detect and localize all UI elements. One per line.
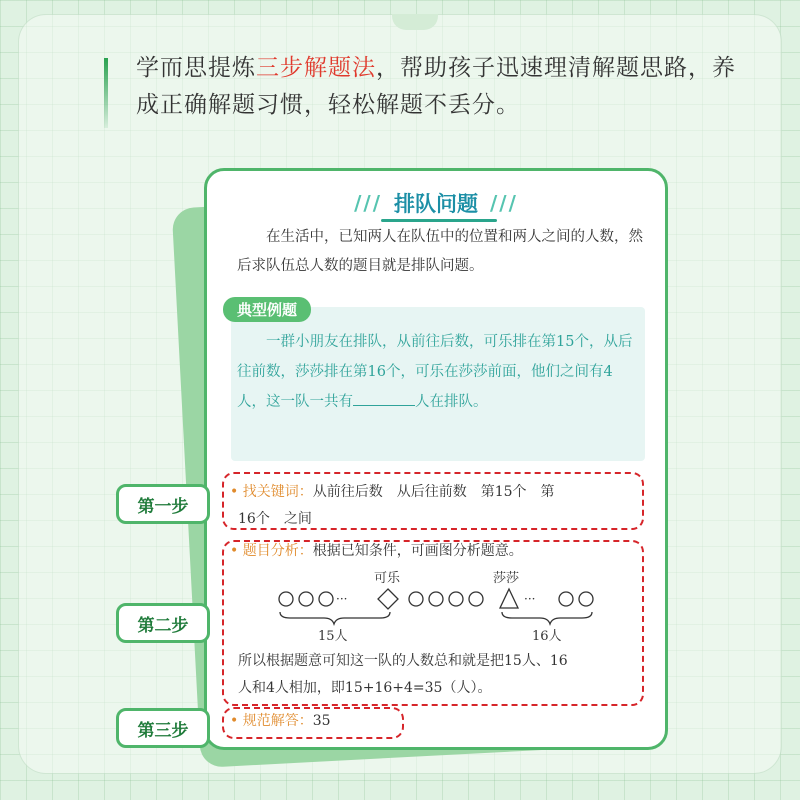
count-left: 15人 (318, 629, 348, 644)
person-circle (449, 592, 463, 606)
step1-line1 (230, 479, 640, 506)
left-brace (280, 612, 390, 624)
card-title-row (207, 185, 665, 221)
card-title: 排队问题 (394, 192, 478, 216)
answer-blank (353, 391, 415, 406)
name-shasha: 莎莎 (493, 571, 520, 586)
person-circle (559, 592, 573, 606)
frame-notch (392, 14, 438, 30)
person-circle (279, 592, 293, 606)
person-circle (299, 592, 313, 606)
intro-text (136, 50, 736, 124)
ellipsis-left: ··· (336, 592, 348, 606)
bullet-icon: • (230, 543, 239, 559)
step1-label: 找关键词： (242, 484, 313, 500)
step3-label: 规范解答： (242, 713, 313, 729)
bullet-icon: • (230, 484, 239, 500)
title-deco-right: /// (490, 191, 518, 215)
person-circle (469, 592, 483, 606)
step3-tag: 第三步 (116, 708, 210, 748)
step2-line2: 所以根据题意可知这一队的人数总和就是把15人、16 (238, 653, 568, 669)
intro-before: 学而思提炼 (136, 55, 256, 81)
step1-line1-text: 从前往后数 从后往前数 第15个 第 (312, 484, 555, 500)
example-part1: 一群小朋友在排队，从前往后数，可乐排在第15个，从后往前数，莎莎排在第16个，可乐在莎莎前面，他们之间有4人，这一队一共有 (237, 334, 633, 410)
example-part2: 人在排队。 (415, 394, 488, 410)
step2-conclusion (238, 648, 640, 702)
intro-highlight: 三步解题法 (256, 55, 376, 81)
example-label: 典型例题 (223, 297, 311, 322)
step3-answer: 35 (312, 713, 331, 729)
ellipsis-right: ··· (524, 592, 536, 606)
intro-accent-bar (104, 58, 108, 128)
kele-diamond-icon (378, 589, 398, 609)
title-underline (381, 219, 497, 222)
step1-tag: 第一步 (116, 484, 210, 524)
shasha-triangle-icon (500, 589, 518, 608)
step2-line1-text: 根据已知条件，可画图分析题意。 (312, 543, 523, 559)
definition-text: 在生活中，已知两人在队伍中的位置和两人之间的人数，然后求队伍总人数的题目就是排队问题。 (237, 229, 643, 274)
person-circle (579, 592, 593, 606)
example-text (237, 327, 639, 417)
title-deco-left: /// (354, 191, 382, 215)
step2-tag: 第二步 (116, 603, 210, 643)
step3-text (230, 711, 331, 731)
bullet-icon: • (230, 713, 239, 729)
step2-line3: 人和4人相加，即15+16+4=35（人）。 (238, 680, 492, 696)
right-brace (502, 612, 592, 624)
step1-line2: 16个 之间 (238, 511, 312, 527)
step2-label: 题目分析： (242, 543, 313, 559)
person-circle (409, 592, 423, 606)
step2-line1 (230, 540, 640, 562)
person-circle (319, 592, 333, 606)
queue-diagram (270, 566, 610, 646)
name-kele: 可乐 (374, 571, 401, 586)
step1-text (230, 479, 640, 533)
intro-after: ，帮助孩子迅速理清解题思路，养成正确解题习惯，轻松解题不丢分。 (136, 55, 736, 118)
person-circle (429, 592, 443, 606)
count-right: 16人 (532, 629, 562, 644)
